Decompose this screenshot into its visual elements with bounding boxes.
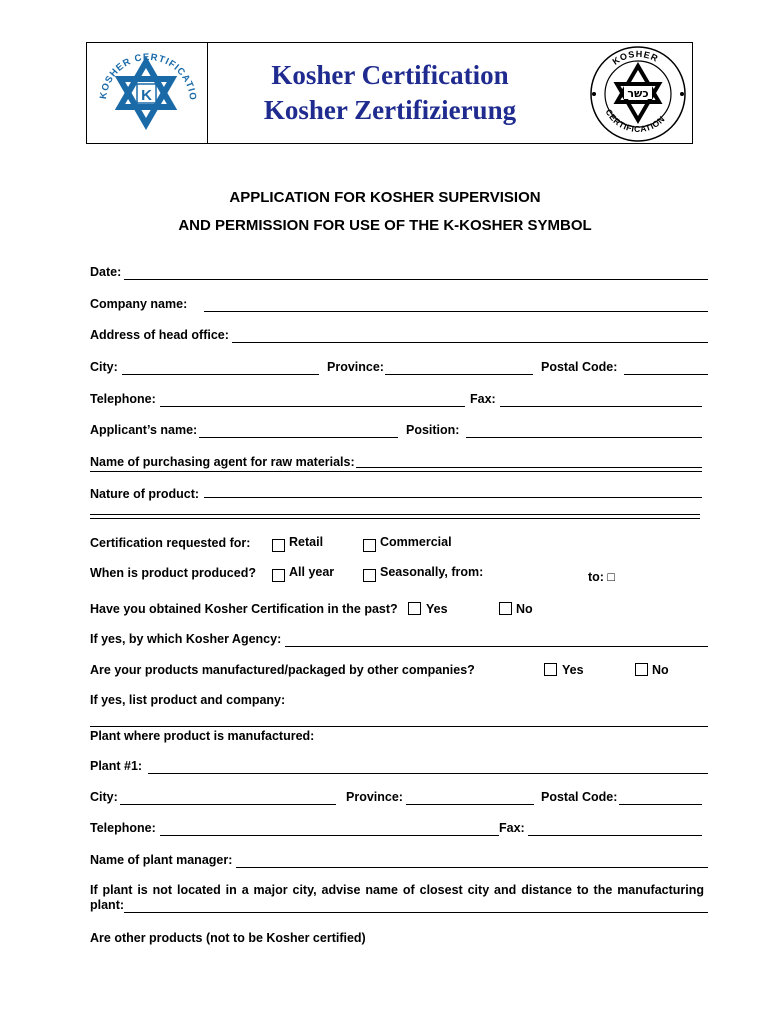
which-agency-label: If yes, by which Kosher Agency: bbox=[90, 632, 282, 646]
svg-text:CERTIFICATION: CERTIFICATION bbox=[603, 107, 667, 135]
province-field[interactable] bbox=[385, 374, 533, 375]
others-no-label: No bbox=[652, 663, 669, 677]
plant-postal-field[interactable] bbox=[619, 804, 702, 805]
date-field[interactable] bbox=[124, 279, 708, 280]
purchasing-agent-divider bbox=[90, 471, 702, 472]
plant-telephone-label: Telephone: bbox=[90, 821, 156, 835]
company-name-field[interactable] bbox=[204, 311, 708, 312]
city-label: City: bbox=[90, 360, 118, 374]
retail-checkbox[interactable] bbox=[272, 539, 285, 552]
past-no-checkbox[interactable] bbox=[499, 602, 512, 615]
plant-telephone-field[interactable] bbox=[160, 835, 499, 836]
svg-text:K: K bbox=[141, 87, 152, 104]
certification-requested-label: Certification requested for: bbox=[90, 536, 251, 550]
section-divider bbox=[90, 518, 700, 519]
header-title-english: Kosher Certification bbox=[271, 60, 509, 90]
postal-code-field[interactable] bbox=[624, 374, 708, 375]
header-divider bbox=[207, 42, 208, 144]
plant-manager-field[interactable] bbox=[236, 867, 708, 868]
document-title-line2: AND PERMISSION FOR USE OF THE K-KOSHER SYMBOL bbox=[178, 217, 592, 234]
kosher-certification-logo bbox=[92, 44, 202, 142]
plant-where-label: Plant where product is manufactured: bbox=[90, 729, 315, 743]
commercial-label: Commercial bbox=[380, 535, 452, 549]
commercial-checkbox[interactable] bbox=[363, 539, 376, 552]
plant-province-label: Province: bbox=[346, 790, 403, 804]
list-product-company-label: If yes, list product and company: bbox=[90, 693, 286, 707]
applicant-name-label: Applicant’s name: bbox=[90, 423, 198, 437]
nature-of-product-field[interactable] bbox=[204, 497, 702, 498]
city-field[interactable] bbox=[122, 374, 319, 375]
date-label: Date: bbox=[90, 265, 122, 279]
plant-fax-field[interactable] bbox=[528, 835, 702, 836]
past-yes-checkbox[interactable] bbox=[408, 602, 421, 615]
plant-city-label: City: bbox=[90, 790, 118, 804]
nature-of-product-label: Nature of product: bbox=[90, 487, 200, 501]
manufactured-by-others-label: Are your products manufactured/packaged by other companies? bbox=[90, 663, 475, 677]
purchasing-agent-field[interactable] bbox=[356, 467, 702, 468]
fax-label: Fax: bbox=[470, 392, 496, 406]
plant1-field[interactable] bbox=[148, 773, 708, 774]
list-product-company-field[interactable] bbox=[90, 726, 708, 727]
other-products-label: Are other products (not to be Kosher certified) bbox=[90, 931, 366, 945]
position-label: Position: bbox=[406, 423, 460, 437]
others-no-checkbox[interactable] bbox=[635, 663, 648, 676]
when-produced-label: When is product produced? bbox=[90, 566, 256, 580]
fax-field[interactable] bbox=[500, 406, 702, 407]
svg-text:כשר: כשר bbox=[627, 87, 649, 100]
applicant-name-field[interactable] bbox=[199, 437, 398, 438]
telephone-label: Telephone: bbox=[90, 392, 156, 406]
telephone-field[interactable] bbox=[160, 406, 465, 407]
document-title-line1: APPLICATION FOR KOSHER SUPERVISION bbox=[229, 189, 541, 206]
all-year-label: All year bbox=[289, 565, 335, 579]
plant-province-field[interactable] bbox=[406, 804, 534, 805]
others-yes-checkbox[interactable] bbox=[544, 663, 557, 676]
position-field[interactable] bbox=[466, 437, 702, 438]
plant-fax-label: Fax: bbox=[499, 821, 525, 835]
company-name-label: Company name: bbox=[90, 297, 188, 311]
plant-postal-label: Postal Code: bbox=[541, 790, 618, 804]
seasonally-checkbox[interactable] bbox=[363, 569, 376, 582]
plant1-label: Plant #1: bbox=[90, 759, 143, 773]
retail-label: Retail bbox=[289, 535, 324, 549]
purchasing-agent-label: Name of purchasing agent for raw materials: bbox=[90, 455, 355, 469]
province-label: Province: bbox=[327, 360, 384, 374]
to-label: to: □ bbox=[588, 570, 615, 584]
address-field[interactable] bbox=[232, 342, 708, 343]
seasonally-label: Seasonally, from: bbox=[380, 565, 484, 579]
past-yes-label: Yes bbox=[426, 602, 448, 616]
all-year-checkbox[interactable] bbox=[272, 569, 285, 582]
closest-city-note: If plant is not located in a major city, advise name of closest city and distance to the manufacturing plant: bbox=[90, 883, 704, 912]
address-label: Address of head office: bbox=[90, 328, 229, 342]
plant-city-field[interactable] bbox=[120, 804, 336, 805]
closest-city-field[interactable] bbox=[124, 912, 708, 913]
others-yes-label: Yes bbox=[562, 663, 584, 677]
kosher-seal-logo bbox=[588, 44, 688, 142]
nature-of-product-field-2[interactable] bbox=[90, 514, 700, 515]
past-certification-label: Have you obtained Kosher Certification in the past? bbox=[90, 602, 398, 616]
header-title-german: Kosher Zertifizierung bbox=[263, 95, 517, 125]
postal-code-label: Postal Code: bbox=[541, 360, 618, 374]
plant-manager-label: Name of plant manager: bbox=[90, 853, 233, 867]
svg-text:KOSHER CERTIFICATION: KOSHER CERTIFICATIO bbox=[97, 51, 199, 102]
svg-text:KOSHER: KOSHER bbox=[610, 48, 661, 67]
which-agency-field[interactable] bbox=[285, 646, 708, 647]
past-no-label: No bbox=[516, 602, 533, 616]
